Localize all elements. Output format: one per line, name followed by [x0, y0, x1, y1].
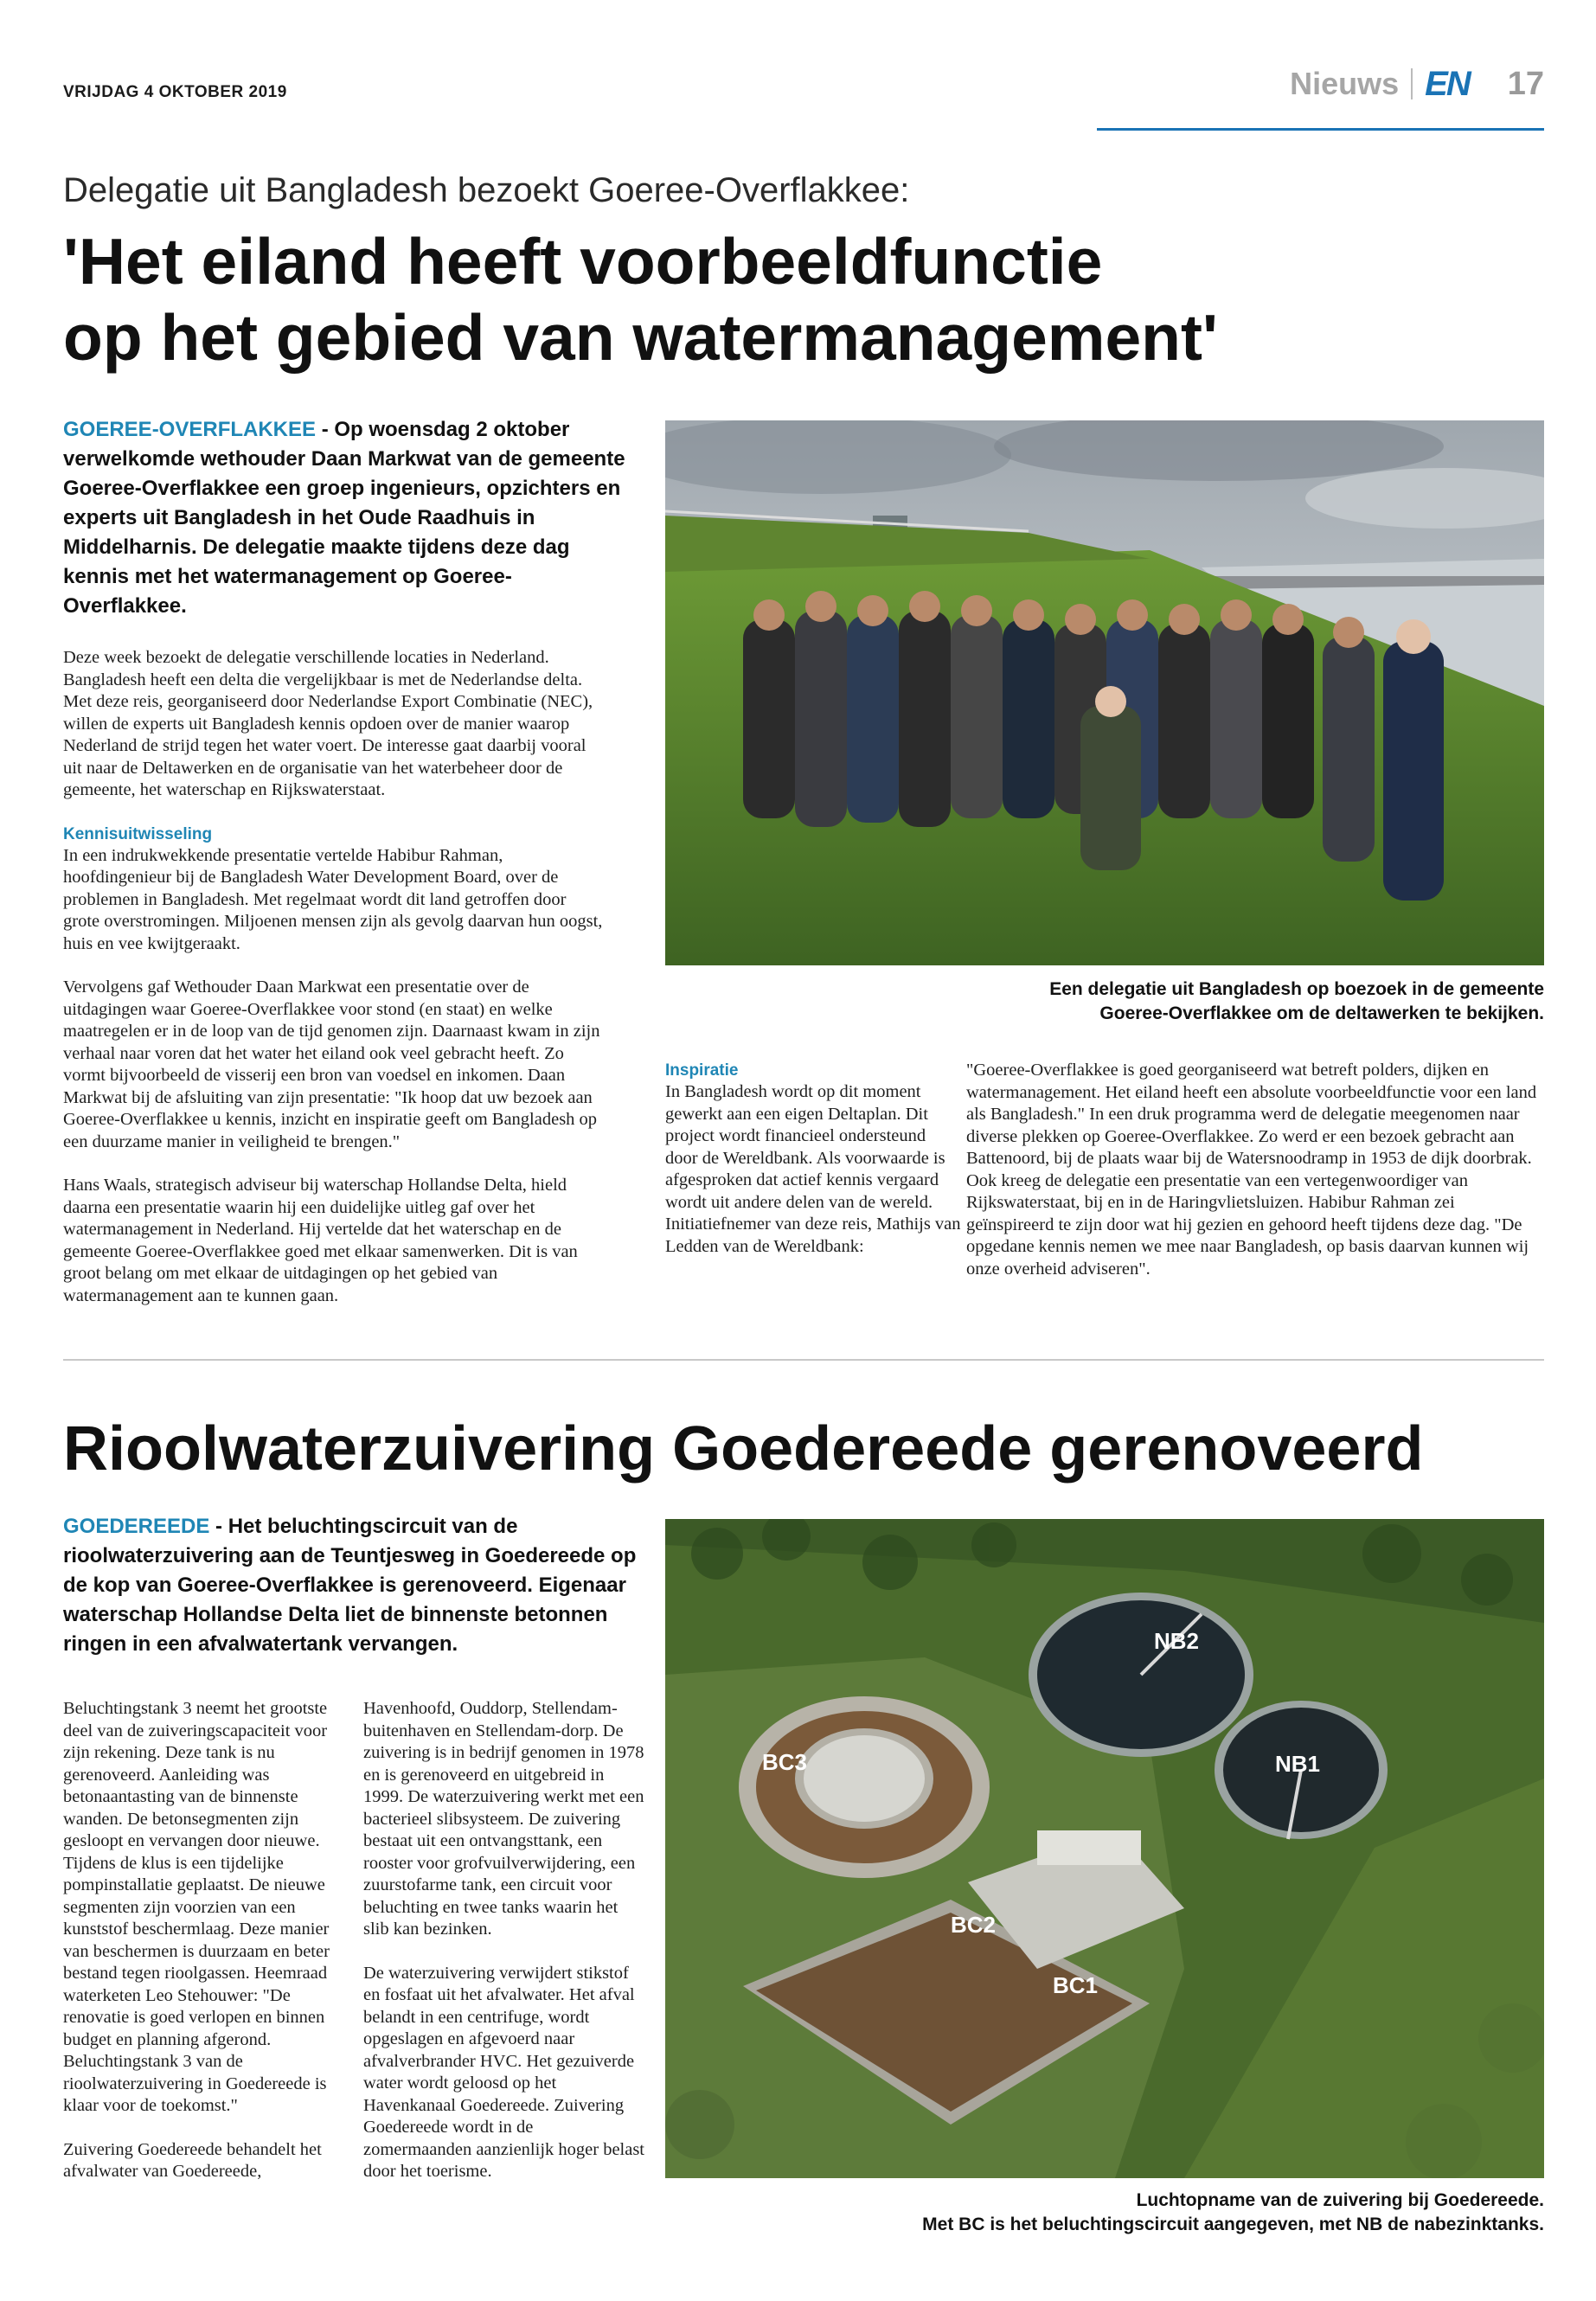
page-number: 17 — [1507, 65, 1544, 102]
lead-text: - Op woensdag 2 oktober verwelkomde wethouder Daan Markwat van de gemeente Goeree-Overflakkee een groep ingenieurs, opzichters en experts uit Bangladesh in het Oude Raadhuis in Middelharnis. De delegatie maakte tijdens deze dag kennis met het watermanagement op Goeree-Overflakkee. — [63, 418, 625, 618]
article-divider — [63, 1359, 1544, 1361]
dateline: GOEREE-OVERFLAKKEE — [63, 418, 317, 441]
caption-line-1: Luchtopname van de zuivering bij Goedereede. — [1136, 2190, 1544, 2210]
article1-column-3 — [966, 1060, 1544, 1280]
article1-column-2 — [665, 1060, 961, 1258]
headline-line-1: 'Het eiland heeft voorbeeldfunctie — [63, 225, 1103, 298]
label-bc2: BC2 — [951, 1912, 997, 1938]
issue-date: VRIJDAG 4 OKTOBER 2019 — [63, 83, 287, 101]
body-paragraph: Beluchtingstank 3 neemt het grootste deel van de zuiveringscapaciteit voor zijn rekening. Deze tank is nu gerenoveerd. Aanleiding was betonaantasting van de binnenste wanden. De betonsegmenten zijn gesloopt en vervangen door nieuwe. Tijdens de klus is een tijdelijke pompinstallatie geplaatst. De nieuwe segmenten zijn voorzien van een kunststof beschermlaag. Deze manier van beschermen is duurzaam en beter bestand tegen rioolgassen. Heemraad waterketen Leo Stehouwer: "De renovatie is goed verlopen en binnen budget en planning afgerond. Beluchtingstank 3 van de rioolwaterzuivering in Goedereede is klaar voor de toekomst." — [63, 1699, 330, 2115]
subheading-inspiratie: Inspiratie — [665, 1061, 739, 1080]
delegation-photo-illustration — [665, 420, 1544, 965]
article1-photo-caption — [665, 977, 1544, 1026]
body-paragraph: In een indrukwekkende presentatie vertelde Habibur Rahman, hoofdingenieur bij de Bangladesh Water Development Board, over de problemen in Bangladesh. Met regelmaat wordt dit land getroffen door grote overstromingen. Miljoenen mensen zijn als gevolg daarvan hun oogst, huis en vee kwijtgeraakt. — [63, 845, 603, 953]
article1-lead — [63, 415, 634, 621]
body-paragraph: "Goeree-Overflakkee is goed georganiseerd wat betreft polders, dijken en watermanagement. Het eiland heeft een absolute voorbeeldfunctie voor een land als Bangladesh." In een druk programma werd de delegatie meegenomen naar diverse plekken op Goeree-Overflakkee. Zo werd er een bezoek gebracht aan Battenoord, bij de plaats waar bij de Watersnoodramp in 1953 de dijk doorbrak. Ook kreeg de delegatie een presentatie van een vertegenwoordiger van Rijkswaterstaat, bij en in de Haringvlietsluizen. Habibur Rahman zei geïnspireerd te zijn door wat hij gezien en gehoord heeft tijdens deze dag. "De opgedane kennis nemen we mee naar Bangladesh, op basis daarvan kunnen wij onze overheid adviseren". — [966, 1061, 1537, 1279]
lead-text: - Het beluchtingscircuit van de rioolwaterzuivering aan de Teuntjesweg in Goedereede op de kop van Goeree-Overflakkee is gerenoveerd. Eigenaar waterschap Hollandse Delta liet de binnenste betonnen ringen in een afvalwatertank vervangen. — [63, 1515, 637, 1656]
caption-line-1: Een delegatie uit Bangladesh op boezoek in de gemeente — [1049, 979, 1544, 999]
newspaper-logo: EN — [1425, 64, 1470, 103]
header-separator — [1411, 68, 1413, 99]
caption-line-2: Met BC is het beluchtingscircuit aangegeven, met NB de nabezinktanks. — [922, 2214, 1544, 2234]
body-paragraph: Havenhoofd, Ouddorp, Stellendam-buitenhaven en Stellendam-dorp. De zuivering is in bedrijf genomen in 1978 en is gerenoveerd en uitgebreid in 1999. De waterzuivering werkt met een bacterieel slibsysteem. De zuivering bestaat uit een ontvangsttank, een rooster voor grofvuilverwijdering, een zuurstofarme tank, een circuit voor beluchting en twee tanks waarin het slib kan bezinken. — [363, 1699, 644, 1939]
body-paragraph: Zuivering Goedereede behandelt het afvalwater van Goedereede, — [63, 2139, 322, 2181]
caption-line-2: Goeree-Overflakkee om de deltawerken te bekijken. — [1099, 1003, 1544, 1023]
aerial-photo — [665, 1519, 1544, 2178]
body-paragraph: Vervolgens gaf Wethouder Daan Markwat een presentatie over de uitdagingen waar Goeree-Overflakkee voor stond (en staat) en welke maatregelen er in de loop van de tijd genomen zijn. Daarnaast kwam in zijn verhaal naar voren dat het water het eiland ook veel gebracht heeft. Zo vormt bijvoorbeeld de visserij een bron van voedsel en inkomen. Daan Markwat bij de afsluiting van zijn presentatie: "Ik hoop dat uw bezoek aan Goeree-Overflakkee u kennis, inzicht en inspiratie geeft om Bangladesh op een duurzame manier in veiligheid te brengen." — [63, 977, 600, 1151]
delegation-photo — [665, 420, 1544, 965]
section-name: Nieuws — [1290, 66, 1400, 101]
page-header — [1290, 62, 1544, 106]
dateline: GOEDEREEDE — [63, 1515, 210, 1538]
subheading-kennisuitwisseling: Kennisuitwisseling — [63, 824, 213, 843]
label-nb1: NB1 — [1275, 1751, 1321, 1777]
article1-column-1 — [63, 647, 603, 1307]
article2-column-2 — [363, 1698, 644, 2183]
article2-headline: Rioolwaterzuivering Goedereede gerenoveerd — [63, 1414, 1424, 1484]
body-paragraph: In Bangladesh wordt op dit moment gewerkt aan een eigen Deltaplan. Dit project wordt financieel ondersteund door de Wereldbank. Als voorwaarde is afgesproken dat actief kennis vergaard wordt uit andere delen van de wereld. Initiatiefnemer van deze reis, Mathijs van Ledden van de Wereldbank: — [665, 1082, 961, 1256]
headline-line-2: op het gebied van watermanagement' — [63, 301, 1218, 374]
body-paragraph: Hans Waals, strategisch adviseur bij waterschap Hollandse Delta, hield daarna een presentatie waarin hij een duidelijke uitleg gaf over het watermanagement in Nederland. Hij vertelde dat het waterschap en de gemeente Goeree-Overflakkee goed met elkaar samenwerken. Dit is van groot belang om met elkaar de uitdagingen op het gebied van watermanagement aan te kunnen gaan. — [63, 1176, 578, 1305]
aerial-photo-illustration — [665, 1519, 1544, 2178]
label-bc1: BC1 — [1053, 1972, 1099, 1998]
body-paragraph: De waterzuivering verwijdert stikstof en fosfaat uit het afvalwater. Het afval belandt in een centrifuge, wordt opgeslagen en afgevoerd naar afvalverbrander HVC. Het gezuiverde water wordt geloosd op het Havenkanaal Goedereede. Zuivering Goedereede wordt in de zomermaanden aanzienlijk hoger belast door het toerisme. — [363, 1963, 645, 2181]
article1-kicker: Delegatie uit Bangladesh bezoekt Goeree-Overflakkee: — [63, 171, 910, 209]
article1-headline — [63, 223, 1551, 375]
article2-photo-caption — [665, 2189, 1544, 2237]
body-paragraph: Deze week bezoekt de delegatie verschillende locaties in Nederland. Bangladesh heeft een delta die vergelijkbaar is met de Nederlandse delta. Met deze reis, georganiseerd door Nederlandse Export Combinatie (NEC), willen de experts uit Bangladesh kennis opdoen over de manier waarop Nederland de strijd tegen het water voert. De interesse gaat daarbij vooral uit naar de Deltawerken en de organisatie van het waterbeheer door de gemeente, het waterschap en Rijkswaterstaat. — [63, 648, 593, 799]
article2-column-1 — [63, 1698, 344, 2183]
label-nb2: NB2 — [1154, 1628, 1200, 1654]
header-rule — [1097, 128, 1544, 131]
label-bc3: BC3 — [762, 1749, 808, 1775]
article2-lead — [63, 1512, 643, 1659]
